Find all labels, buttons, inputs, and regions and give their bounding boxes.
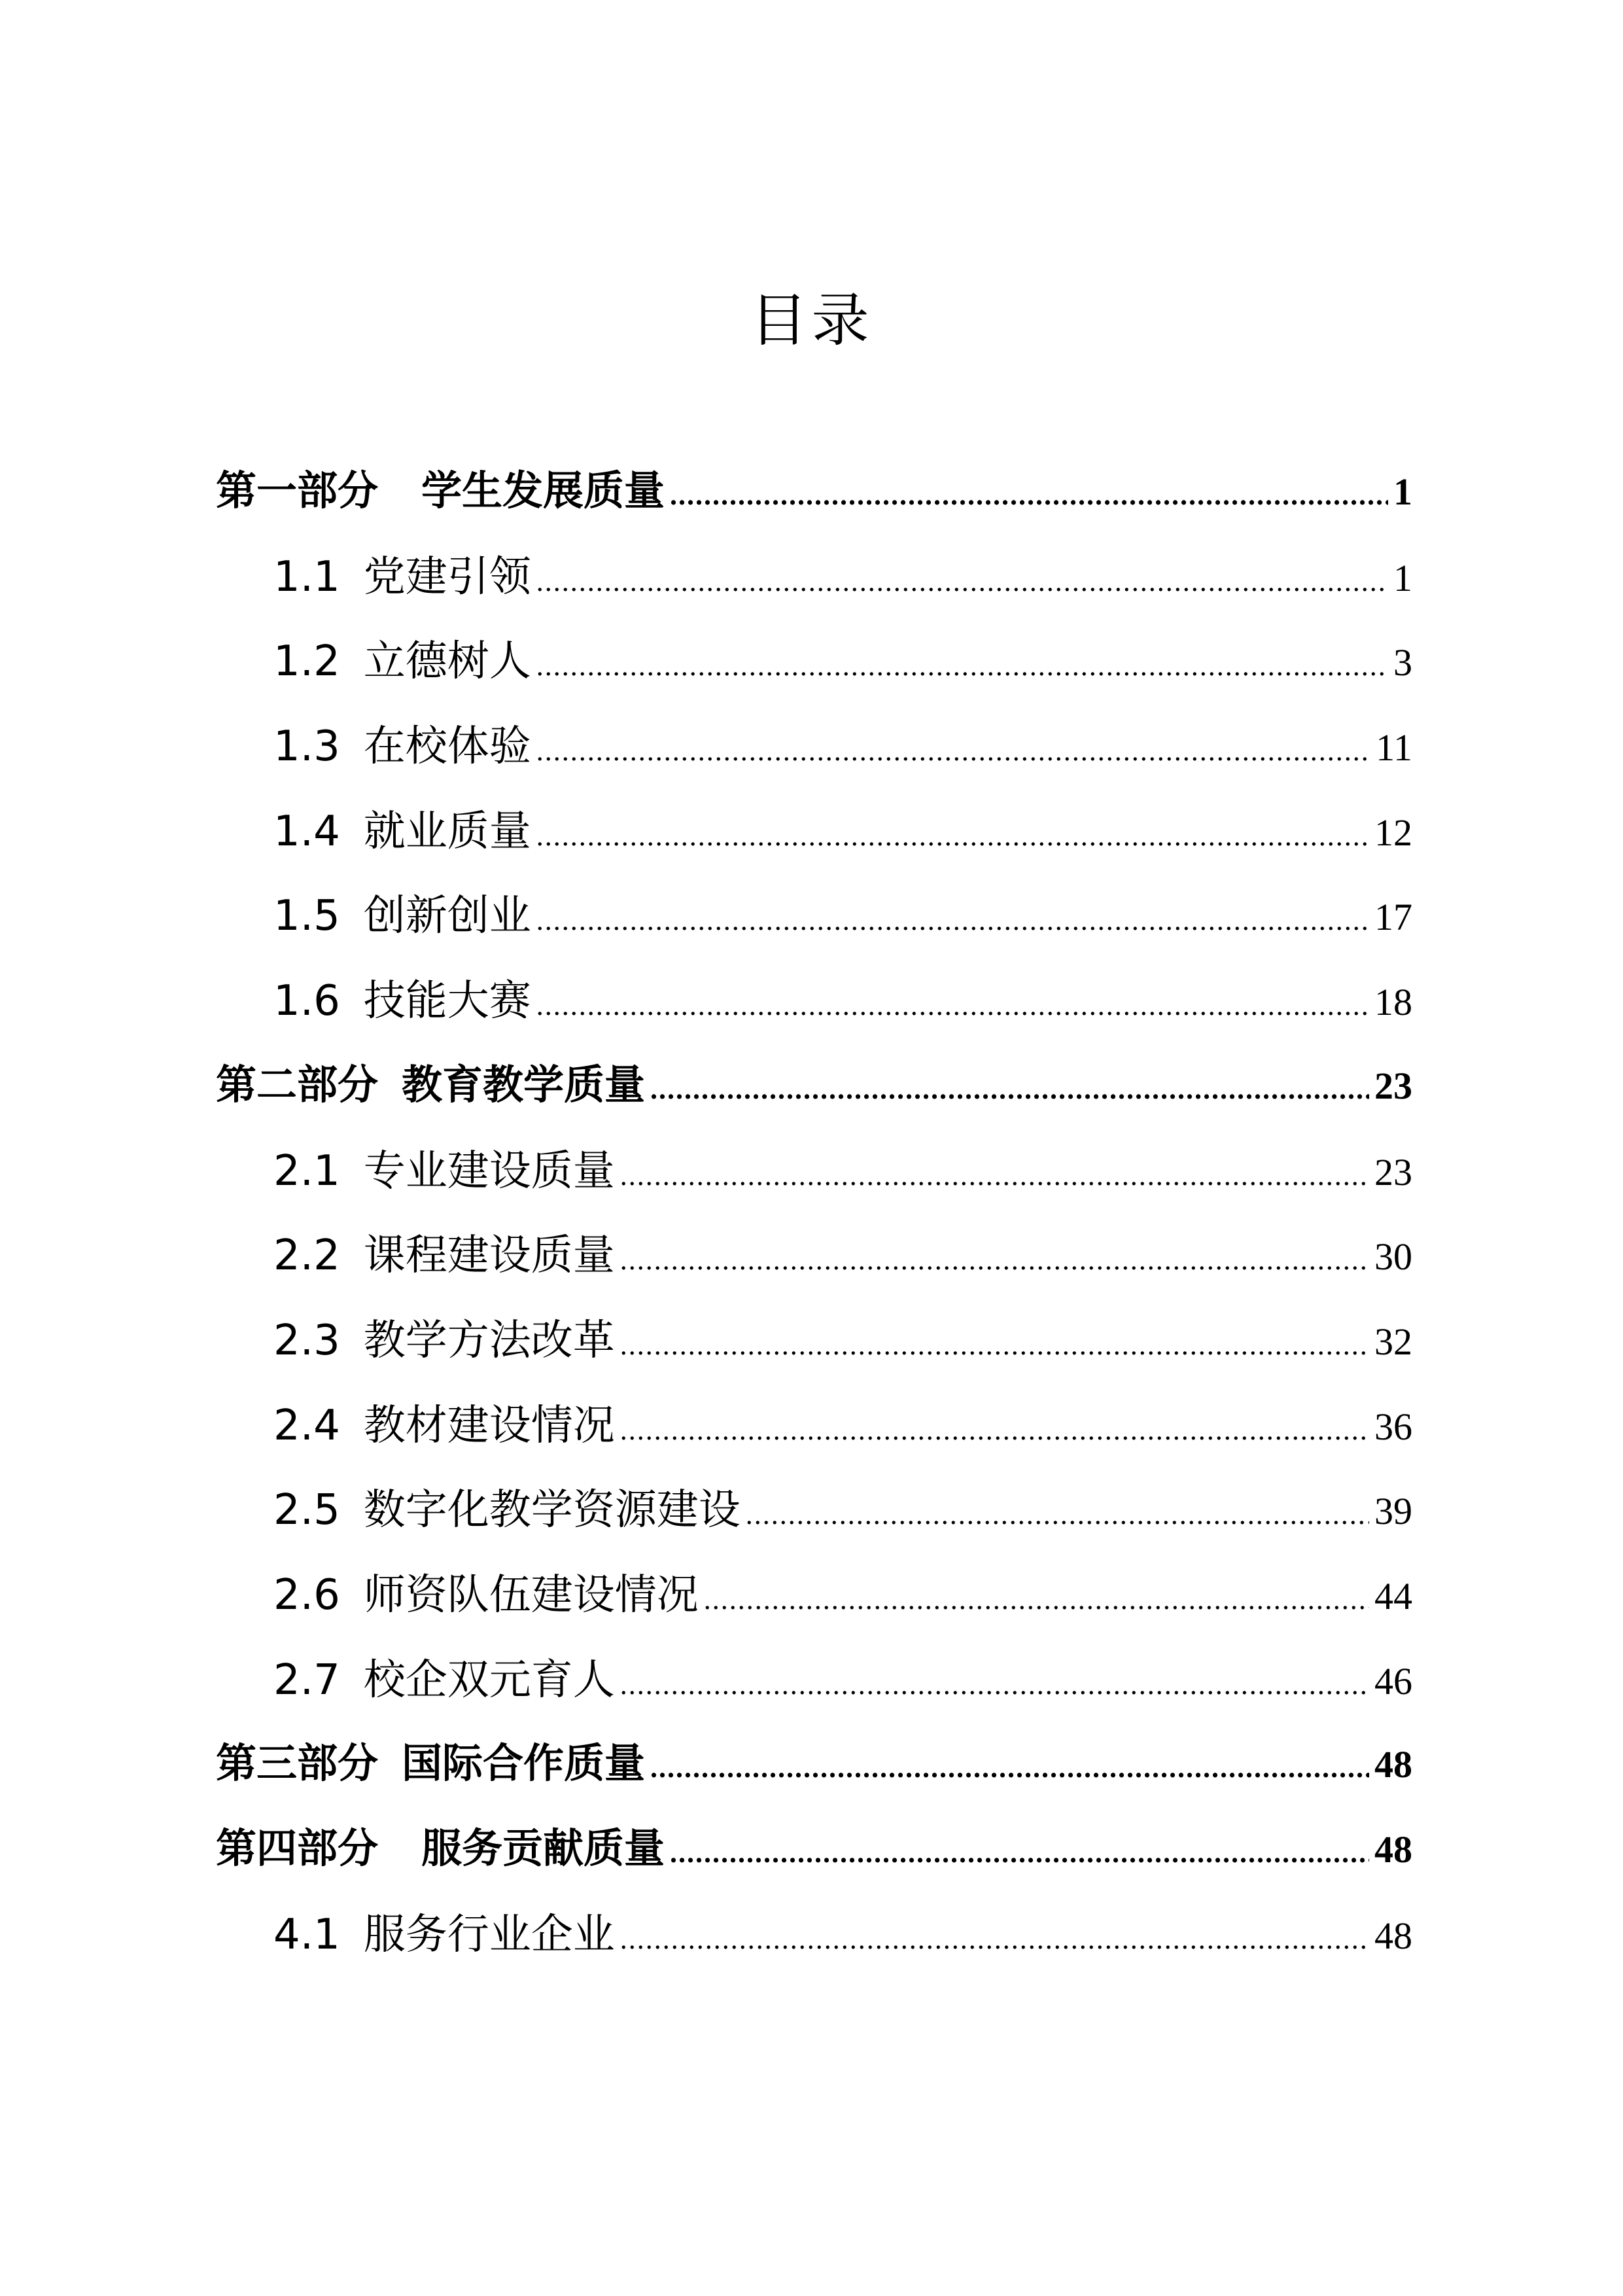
toc-entry-heading [273, 543, 531, 603]
toc-entry-heading [273, 1476, 741, 1536]
dot-leader [536, 906, 1369, 935]
dot-leader [536, 822, 1369, 851]
dot-leader [536, 737, 1370, 766]
toc-entry-number: 4.1 [273, 1910, 340, 1959]
toc-entry-label: 课程建设质量 [363, 1231, 615, 1280]
dot-leader [620, 1161, 1369, 1190]
toc-entry-number: 第三部分 [216, 1739, 379, 1788]
toc-entry-page-number: 30 [1374, 1235, 1412, 1279]
toc-entry-page-number: 17 [1374, 896, 1412, 939]
toc-entry-number: 2.4 [273, 1401, 340, 1450]
toc-entry-page-number: 18 [1374, 981, 1412, 1024]
toc-entry-part-3[interactable] [0, 1731, 1623, 1816]
toc-entry-page-number: 1 [1393, 556, 1412, 599]
toc-entry-number: 1.3 [273, 722, 340, 771]
dot-leader [620, 1416, 1369, 1445]
toc-entry-section-1-3[interactable] [0, 713, 1623, 798]
dot-leader [620, 1925, 1369, 1954]
toc-entry-section-2-7[interactable] [0, 1646, 1623, 1731]
toc-entry-label: 数字化教学资源建设 [363, 1486, 741, 1535]
toc-entry-page-number: 44 [1374, 1574, 1412, 1617]
toc-entry-page-number: 48 [1374, 1828, 1412, 1871]
toc-entry-heading [273, 1222, 615, 1282]
dot-leader [620, 1246, 1369, 1275]
toc-entry-section-2-2[interactable] [0, 1222, 1623, 1307]
toc-entry-page-number: 23 [1374, 1150, 1412, 1193]
toc-entry-heading [216, 458, 665, 516]
toc-entry-part-1[interactable] [0, 458, 1623, 543]
toc-entry-section-1-4[interactable] [0, 798, 1623, 883]
dot-leader [620, 1670, 1369, 1699]
dot-leader [670, 481, 1388, 510]
toc-entry-page-number: 11 [1376, 726, 1412, 769]
toc-entry-label: 在校体验 [363, 722, 531, 771]
toc-list [0, 458, 1623, 1985]
toc-entry-label: 师资队伍建设情况 [363, 1570, 699, 1619]
toc-entry-section-1-5[interactable] [0, 882, 1623, 967]
toc-entry-heading [273, 1561, 699, 1621]
toc-entry-heading [273, 882, 531, 942]
toc-entry-part-4[interactable] [0, 1816, 1623, 1901]
toc-entry-number: 1.1 [273, 552, 340, 601]
dot-leader [704, 1585, 1369, 1614]
toc-entry-number: 第一部分 [216, 467, 379, 514]
toc-entry-page-number: 39 [1374, 1490, 1412, 1533]
toc-entry-number: 1.6 [273, 977, 340, 1026]
toc-entry-section-2-1[interactable] [0, 1137, 1623, 1222]
toc-entry-heading [273, 1137, 615, 1197]
toc-entry-number: 第二部分 [216, 1060, 379, 1108]
toc-entry-heading [273, 798, 531, 858]
toc-entry-part-2[interactable] [0, 1052, 1623, 1137]
toc-entry-label: 校企双元育人 [363, 1655, 615, 1704]
dot-leader [650, 1754, 1369, 1782]
dot-leader [650, 1075, 1369, 1104]
toc-entry-number: 1.4 [273, 807, 340, 856]
dot-leader [536, 991, 1369, 1020]
toc-title: 目录 [750, 287, 873, 354]
toc-entry-page-number: 12 [1374, 811, 1412, 854]
toc-entry-page-number: 48 [1374, 1914, 1412, 1957]
toc-entry-page-number: 36 [1374, 1405, 1412, 1448]
toc-entry-label: 创新创业 [363, 892, 531, 941]
toc-entry-label: 服务行业企业 [363, 1910, 615, 1959]
toc-entry-label: 党建引领 [363, 552, 531, 601]
dot-leader [746, 1500, 1369, 1529]
toc-entry-heading [273, 1646, 615, 1706]
toc-entry-section-2-6[interactable] [0, 1561, 1623, 1646]
toc-entry-heading [216, 1731, 645, 1789]
toc-entry-number: 1.2 [273, 637, 340, 686]
toc-entry-number: 2.5 [273, 1486, 340, 1535]
toc-entry-section-2-4[interactable] [0, 1392, 1623, 1477]
toc-entry-section-1-2[interactable] [0, 627, 1623, 713]
dot-leader [670, 1839, 1369, 1867]
toc-entry-number: 2.3 [273, 1316, 340, 1365]
toc-entry-heading [216, 1052, 645, 1110]
toc-entry-heading [273, 967, 531, 1027]
toc-entry-label: 教学方法改革 [363, 1316, 615, 1365]
toc-entry-heading [273, 713, 531, 773]
toc-entry-number: 2.7 [273, 1655, 340, 1704]
toc-entry-section-2-3[interactable] [0, 1307, 1623, 1392]
toc-entry-heading [273, 1392, 615, 1452]
dot-leader [536, 567, 1388, 596]
toc-entry-number: 2.2 [273, 1231, 340, 1280]
toc-entry-label: 就业质量 [363, 807, 531, 856]
toc-entry-number: 2.1 [273, 1146, 340, 1195]
dot-leader [536, 652, 1388, 680]
toc-entry-section-4-1[interactable] [0, 1901, 1623, 1986]
toc-entry-heading [273, 1901, 615, 1961]
toc-entry-label: 立德树人 [363, 637, 531, 686]
dot-leader [620, 1331, 1369, 1360]
toc-entry-page-number: 3 [1393, 641, 1412, 684]
toc-entry-page-number: 32 [1374, 1320, 1412, 1363]
toc-entry-page-number: 48 [1374, 1743, 1412, 1786]
toc-entry-heading [216, 1816, 665, 1874]
toc-entry-page-number: 23 [1374, 1064, 1412, 1107]
toc-entry-label: 学生发展质量 [421, 467, 665, 514]
toc-entry-label: 专业建设质量 [363, 1146, 615, 1195]
toc-entry-page-number: 46 [1374, 1659, 1412, 1703]
toc-entry-label: 国际合作质量 [402, 1739, 646, 1788]
toc-entry-heading [273, 627, 531, 688]
toc-entry-number: 1.5 [273, 892, 340, 941]
toc-entry-number: 2.6 [273, 1570, 340, 1619]
toc-entry-label: 技能大赛 [363, 977, 531, 1026]
toc-entry-label: 教材建设情况 [363, 1401, 615, 1450]
toc-entry-number: 第四部分 [216, 1824, 379, 1872]
toc-entry-section-1-6[interactable] [0, 967, 1623, 1052]
toc-entry-page-number: 1 [1393, 470, 1412, 513]
toc-entry-label: 服务贡献质量 [421, 1824, 665, 1872]
toc-entry-heading [273, 1307, 615, 1367]
toc-entry-section-2-5[interactable] [0, 1476, 1623, 1561]
toc-entry-label: 教育教学质量 [402, 1060, 646, 1108]
toc-entry-section-1-1[interactable] [0, 543, 1623, 628]
